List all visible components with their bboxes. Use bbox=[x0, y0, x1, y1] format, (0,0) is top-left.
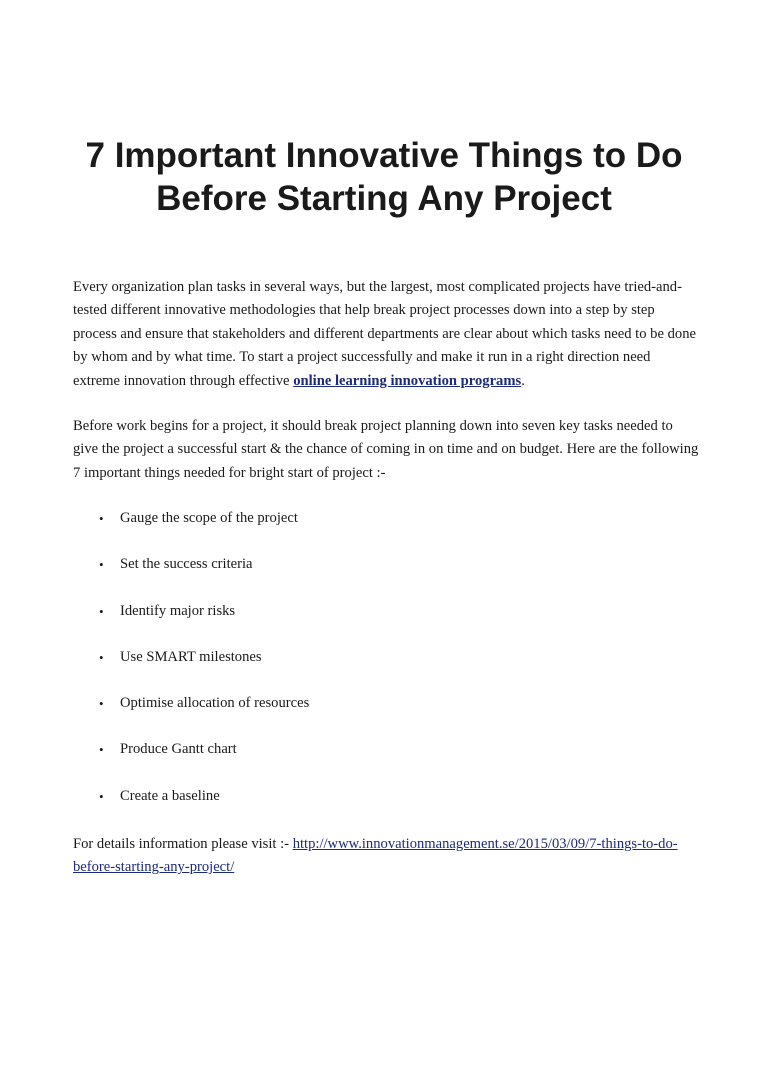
things-list bbox=[73, 507, 309, 831]
list-item bbox=[73, 692, 309, 738]
list-item-text: Gauge the scope of the project bbox=[120, 510, 298, 526]
list-item bbox=[73, 646, 309, 692]
bullet-icon: • bbox=[99, 557, 104, 573]
list-item bbox=[73, 738, 309, 784]
bullet-icon: • bbox=[99, 649, 104, 665]
list-item-text: Create a baseline bbox=[120, 787, 220, 804]
list-item bbox=[73, 507, 309, 553]
planning-paragraph: Before work begins for a project, it should break project planning down into seven key tasks needed to give the project a successful start & the chance of coming in on time and on budget. Here are the following 7 important things needed for bright start of project :- bbox=[73, 418, 699, 481]
footer-paragraph bbox=[73, 833, 699, 880]
bullet-icon: • bbox=[99, 742, 104, 758]
source-url-link[interactable]: http://www.innovationmanagement.se/2015/03/09/7-things-to-do-before-starting-any-project/ bbox=[73, 836, 678, 876]
document-title: 7 Important Innovative Things to Do Before Starting Any Project bbox=[85, 136, 683, 218]
bullet-icon: • bbox=[99, 696, 104, 712]
bullet-icon: • bbox=[99, 511, 104, 526]
list-item bbox=[73, 785, 309, 831]
online-learning-link[interactable]: online learning innovation programs bbox=[293, 372, 522, 389]
footer-text: For details information please visit :- bbox=[73, 836, 293, 852]
list-item-text: Produce Gantt chart bbox=[120, 741, 237, 758]
list-item-text: Set the success criteria bbox=[120, 556, 253, 573]
intro-end: . bbox=[521, 372, 525, 389]
bullet-icon: • bbox=[99, 788, 104, 804]
intro-paragraph bbox=[73, 276, 699, 393]
list-item bbox=[73, 600, 309, 646]
bullet-icon: • bbox=[99, 603, 104, 619]
list-item bbox=[73, 553, 309, 599]
list-item-text: Identify major risks bbox=[120, 602, 236, 619]
list-item-text: Optimise allocation of resources bbox=[120, 695, 310, 712]
intro-text: Every organization plan tasks in several ways, but the largest, most complicated projects have tried-and-tested different innovative methodologies that help break project processes down into a step by step process and ensure that stakeholders and different departments are clear about which tasks need to be done by whom and by what time. To start a project successfully and make it run in a right direction need extreme innovation through effective bbox=[73, 279, 696, 389]
list-item-text: Use SMART milestones bbox=[120, 648, 262, 665]
